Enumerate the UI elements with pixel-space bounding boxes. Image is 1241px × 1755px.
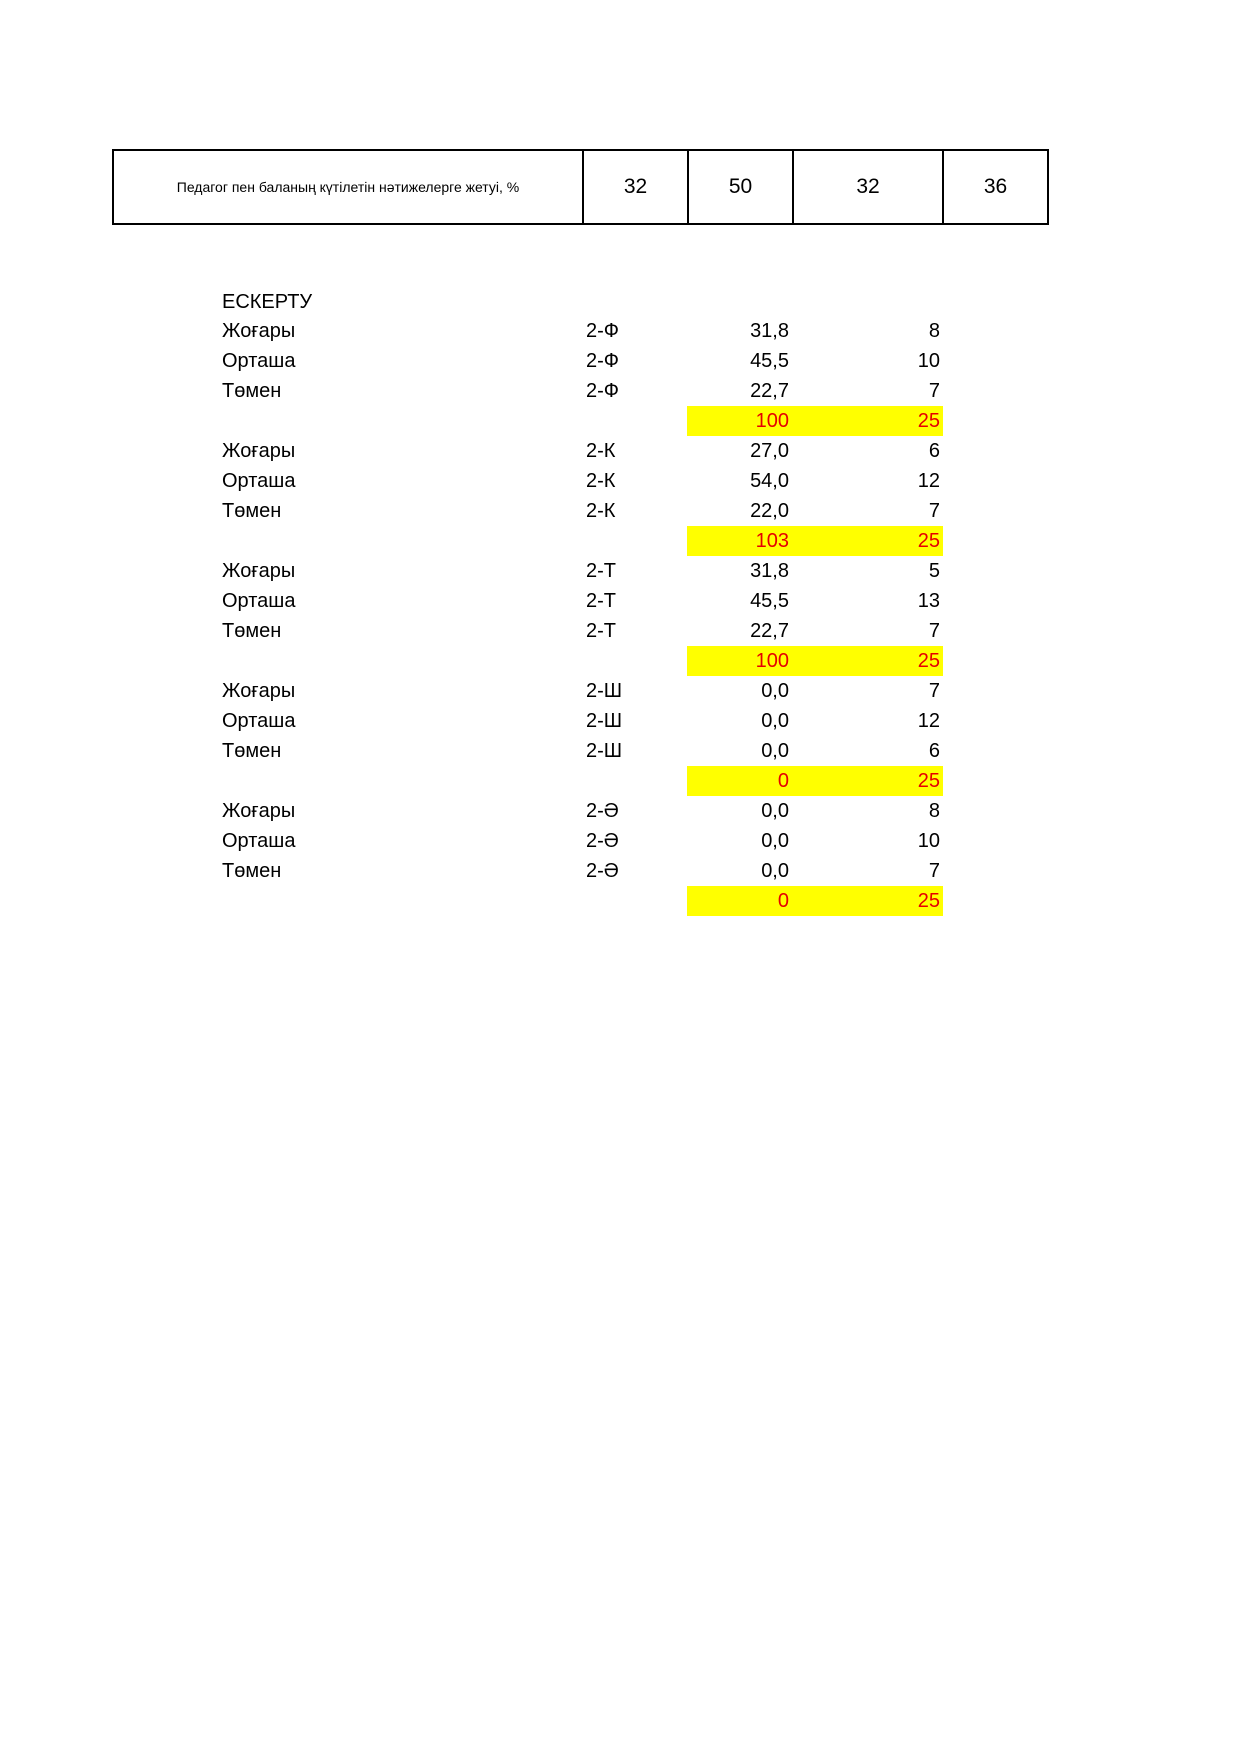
level-label: Орташа [222,710,296,732]
count-value: 12 [917,710,940,732]
table-row [0,706,1241,736]
total-count: 25 [917,530,940,552]
count-value: 10 [917,350,940,372]
table-row [0,496,1241,526]
count-value: 7 [928,620,940,642]
table-row [0,466,1241,496]
count-value: 7 [928,500,940,522]
class-label: 2-Ф [586,380,619,402]
level-label: Төмен [222,740,282,762]
summary-value-4: 36 [943,150,1048,224]
count-value: 6 [928,740,940,762]
level-label: Жоғары [222,320,296,342]
class-label: 2-Ш [586,680,623,702]
percent-value: 22,0 [750,500,789,522]
table-row [0,436,1241,466]
class-label: 2-Ш [586,740,623,762]
total-count: 25 [917,770,940,792]
summary-value-3: 32 [793,150,943,224]
summary-value-2: 50 [688,150,793,224]
class-label: 2-Ш [586,710,623,732]
class-label: 2-Ф [586,320,619,342]
total-percent: 0 [777,770,789,792]
percent-value: 45,5 [750,350,789,372]
percent-value: 31,8 [750,320,789,342]
count-value: 10 [917,830,940,852]
table-row [0,796,1241,826]
count-value: 8 [928,800,940,822]
percent-value: 27,0 [750,440,789,462]
level-label: Орташа [222,470,296,492]
level-label: Төмен [222,620,282,642]
table-row [0,826,1241,856]
total-row [0,646,1241,676]
count-value: 8 [928,320,940,342]
count-value: 13 [917,590,940,612]
level-label: Жоғары [222,440,296,462]
count-value: 5 [928,560,940,582]
class-label: 2-Т [586,620,616,642]
total-count: 25 [917,890,940,912]
total-row [0,526,1241,556]
table-row [0,736,1241,766]
count-value: 7 [928,680,940,702]
total-count: 25 [917,650,940,672]
level-label: Төмен [222,500,282,522]
class-label: 2-Ә [586,800,619,822]
table-row [0,586,1241,616]
table-row [0,676,1241,706]
table-row [0,856,1241,886]
total-percent: 100 [755,410,789,432]
total-percent: 0 [777,890,789,912]
count-value: 7 [928,380,940,402]
percent-value: 22,7 [750,380,789,402]
table-row [0,316,1241,346]
percent-value: 0,0 [761,830,789,852]
notes-title: ЕСКЕРТУ [222,291,313,313]
count-value: 12 [917,470,940,492]
percent-value: 0,0 [761,680,789,702]
total-percent: 103 [755,530,789,552]
table-row [0,556,1241,586]
summary-value-1: 32 [583,150,688,224]
percent-value: 54,0 [750,470,789,492]
percent-value: 0,0 [761,860,789,882]
percent-value: 0,0 [761,740,789,762]
class-label: 2-Ф [586,350,619,372]
level-label: Орташа [222,830,296,852]
percent-value: 0,0 [761,710,789,732]
level-label: Төмен [222,860,282,882]
level-label: Төмен [222,380,282,402]
class-label: 2-Ә [586,830,619,852]
total-percent: 100 [755,650,789,672]
total-count: 25 [917,410,940,432]
class-label: 2-К [586,440,616,462]
percent-value: 0,0 [761,800,789,822]
count-value: 7 [928,860,940,882]
level-label: Жоғары [222,800,296,822]
level-label: Орташа [222,590,296,612]
total-row [0,406,1241,436]
percent-value: 45,5 [750,590,789,612]
table-row [0,376,1241,406]
count-value: 6 [928,440,940,462]
level-label: Жоғары [222,680,296,702]
summary-label: Педагог пен баланың күтілетін нәтижелерге жетуі, % [113,150,583,224]
class-label: 2-К [586,470,616,492]
class-label: 2-Т [586,590,616,612]
table-row [0,346,1241,376]
class-label: 2-Т [586,560,616,582]
percent-value: 22,7 [750,620,789,642]
class-label: 2-К [586,500,616,522]
total-row [0,886,1241,916]
total-row [0,766,1241,796]
class-label: 2-Ә [586,860,619,882]
percent-value: 31,8 [750,560,789,582]
table-row [0,616,1241,646]
level-label: Орташа [222,350,296,372]
level-label: Жоғары [222,560,296,582]
